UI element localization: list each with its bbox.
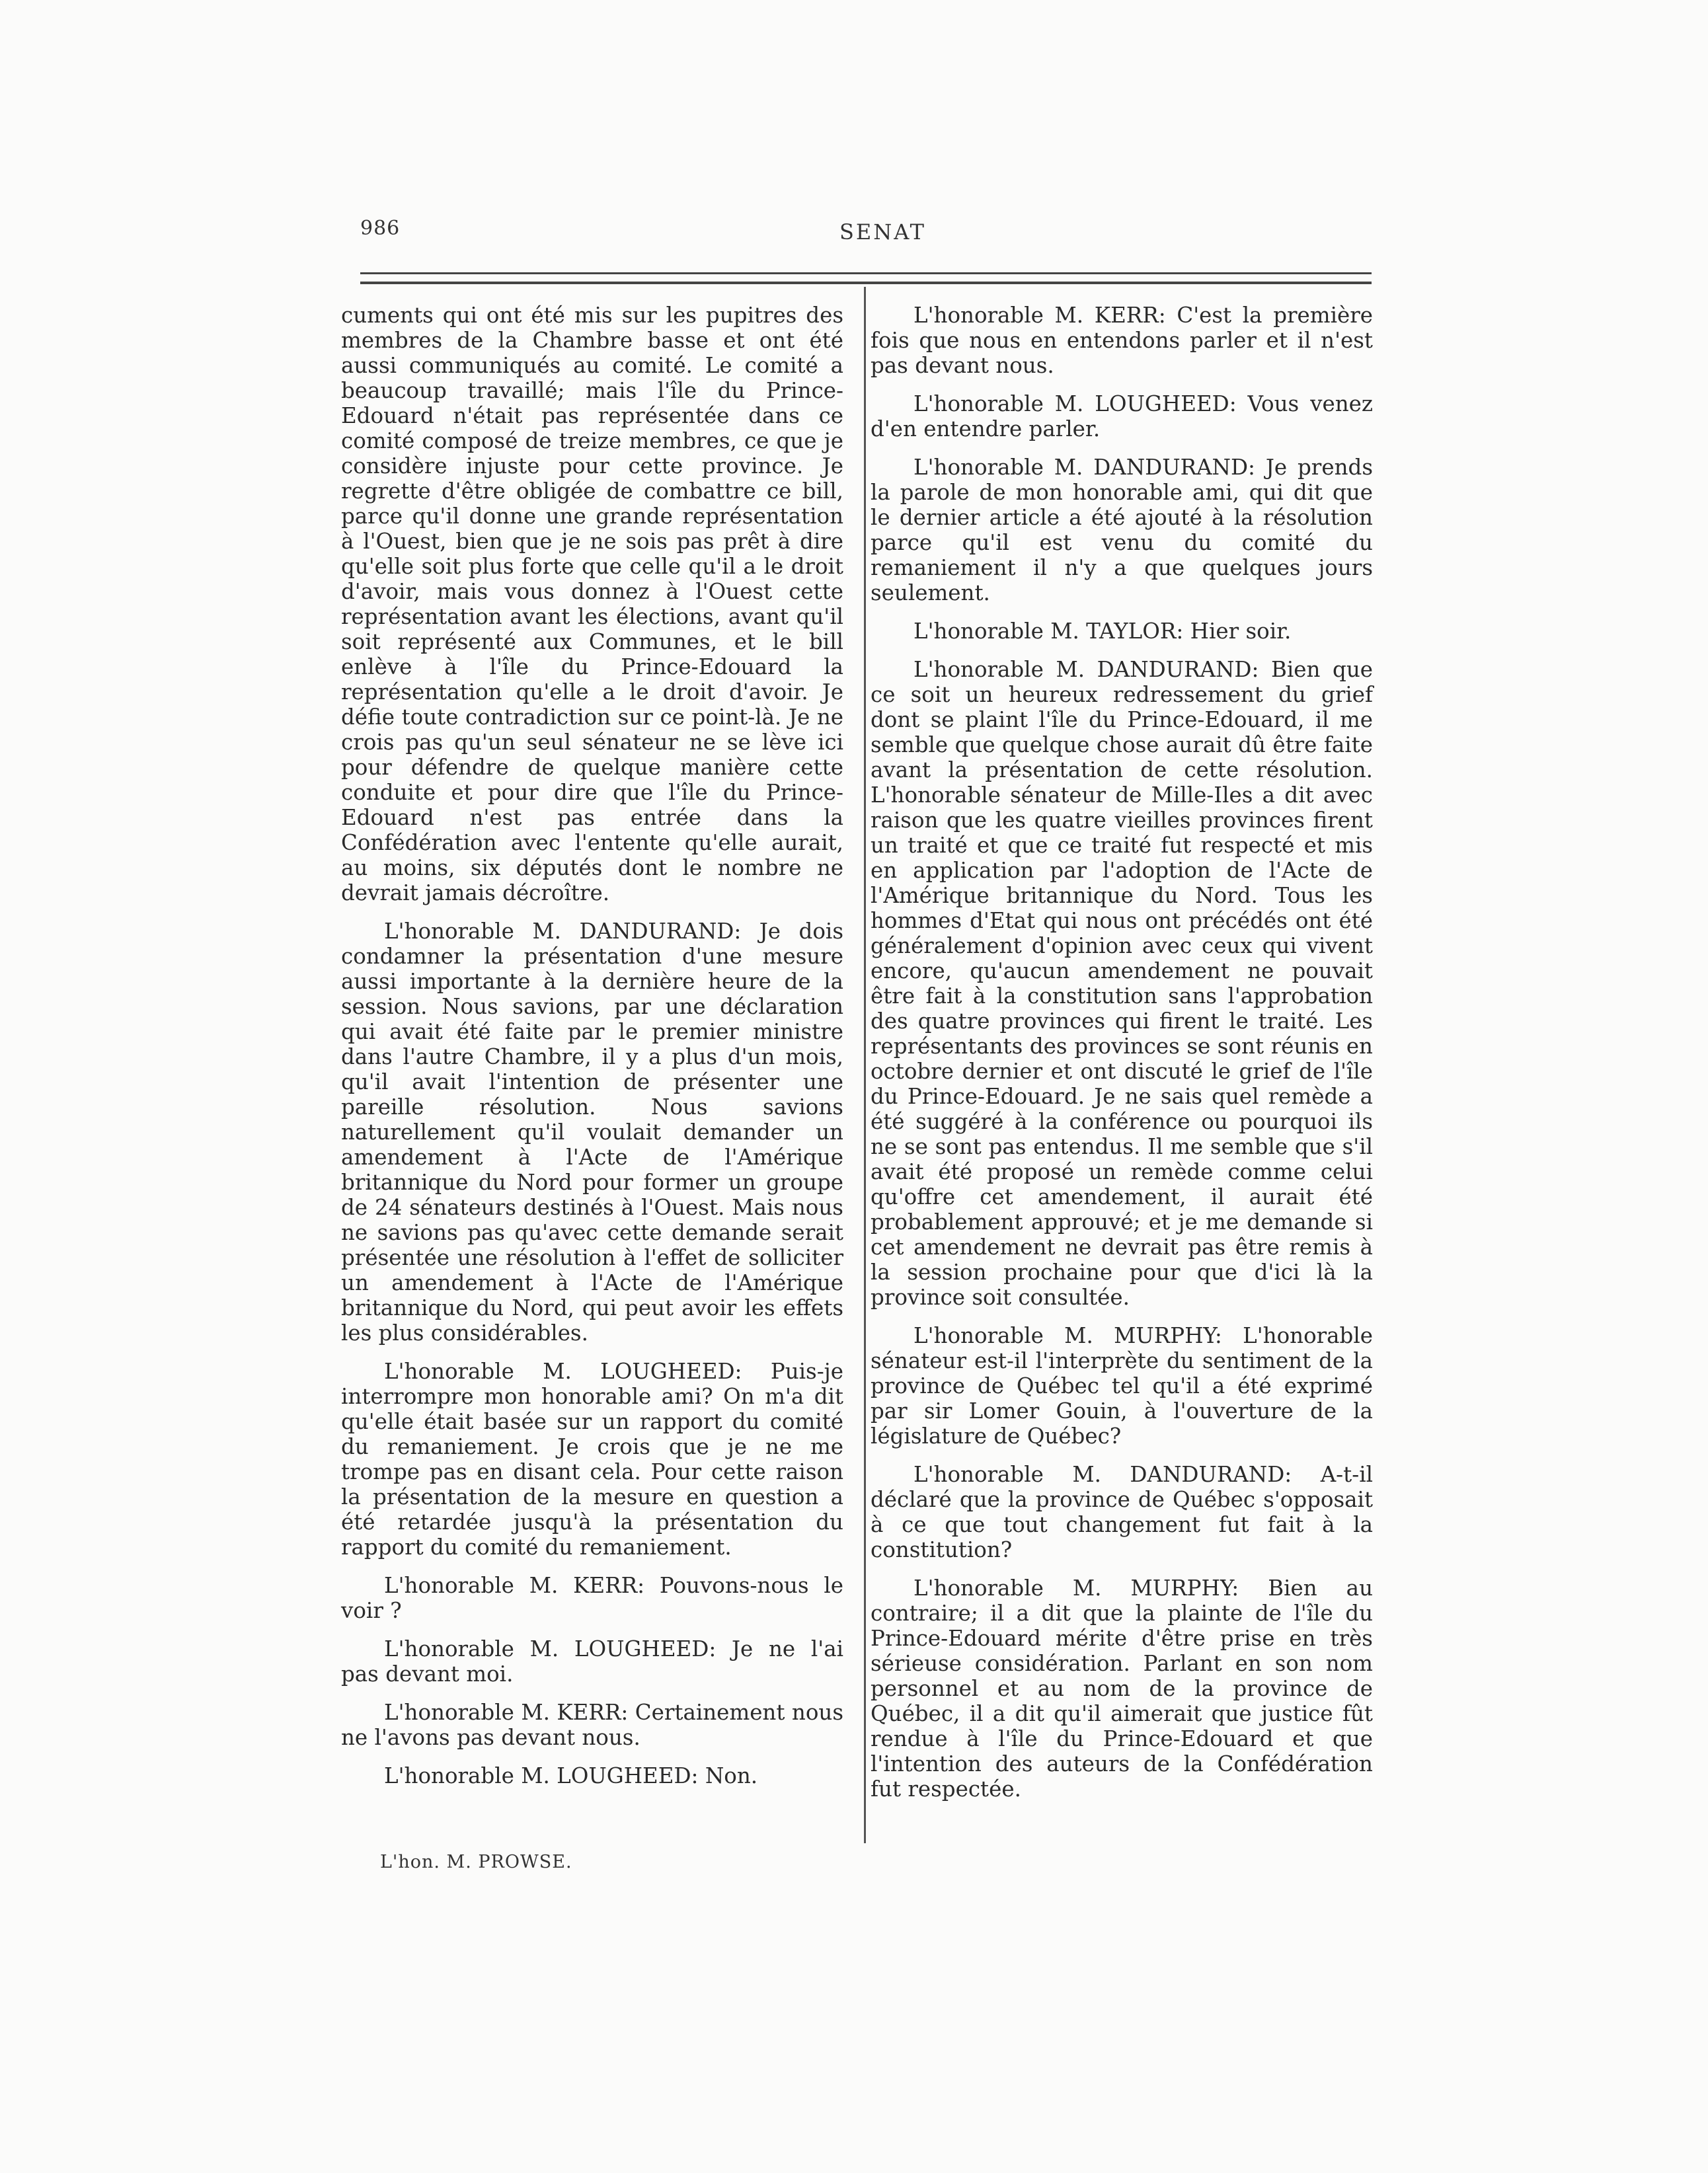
paragraph: L'honorable M. LOUGHEED: Puis-je interrompre mon honorable ami? On m'a dit qu'elle était basée sur un rapport du comité du remaniement. Je crois que je ne me trompe pas en disant cela. Pour cette raison la présentation de la mesure en question a été retardée jusqu'à la présentation du rapport du comité du remaniement. — [341, 1359, 843, 1560]
left-column — [341, 303, 843, 1788]
paragraph: L'honorable M. LOUGHEED: Je ne l'ai pas devant moi. — [341, 1636, 843, 1687]
catchword-signature: L'hon. M. PROWSE. — [380, 1852, 572, 1872]
paragraph: L'honorable M. DANDURAND: Bien que ce soit un heureux redressement du grief dont se plaint l'île du Prince-Edouard, il me semble que quelque chose aurait dû être faite avant la présentation de cette résolution. L'honorable sénateur de Mille-Iles a dit avec raison que les quatre vieilles provinces firent un traité et que ce traité fut respecté et mis en application par l'adoption de l'Acte de l'Amérique britannique du Nord. Tous les hommes d'Etat qui nous ont précédés ont été généralement d'opinion avec ceux qui vivent encore, qu'aucun amendement ne pouvait être fait à la constitution sans l'approbation des quatre provinces qui firent le traité. Les représentants des provinces se sont réunis en octobre dernier et ont discuté le grief de l'île du Prince-Edouard. Je ne sais quel remède a été suggéré à la conférence ou pourquoi ils ne se sont pas entendus. Il me semble que s'il avait été proposé un remède comme celui qu'offre cet amendement, il aurait été probablement approuvé; et je me demande si cet amendement ne devrait pas être remis à la session prochaine pour que d'ici là la province soit consultée. — [871, 657, 1373, 1310]
paragraph: L'honorable M. LOUGHEED: Vous venez d'en entendre parler. — [871, 391, 1373, 441]
paragraph: L'honorable M. KERR: Pouvons-nous le voir ? — [341, 1573, 843, 1623]
paragraph: cuments qui ont été mis sur les pupitres des membres de la Chambre basse et ont été aussi communiqués au comité. Le comité a beaucoup travaillé; mais l'île du Prince-Edouard n'était pas représentée dans ce comité composé de treize membres, ce que je considère injuste pour cette province. Je regrette d'être obligée de combattre ce bill, parce qu'il donne une grande représentation à l'Ouest, bien que je ne sois pas prêt à dire qu'elle soit plus forte que celle qu'il a le droit d'avoir, mais vous donnez à l'Ouest cette représentation avant les élections, avant qu'il soit représenté aux Communes, et le bill enlève à l'île du Prince-Edouard la représentation qu'elle a le droit d'avoir. Je défie toute contradiction sur ce point-là. Je ne crois pas qu'un seul sénateur ne se lève ici pour défendre de quelque manière cette conduite et pour dire que l'île du Prince-Edouard n'est pas entrée dans la Confédération avec l'entente qu'elle aurait, au moins, six députés dont le nombre ne devrait jamais décroître. — [341, 303, 843, 905]
header-rule-bottom — [360, 282, 1372, 284]
page-number: 986 — [360, 217, 401, 240]
paragraph: L'honorable M. KERR: C'est la première fois que nous en entendons parler et il n'est pas devant nous. — [871, 303, 1373, 378]
paragraph: L'honorable M. DANDURAND: Je prends la parole de mon honorable ami, qui dit que le dernier article a été ajouté à la résolution parce qu'il est venu du comité du remaniement il n'y a que quelques jours seulement. — [871, 455, 1373, 605]
paragraph: L'honorable M. MURPHY: L'honorable sénateur est-il l'interprète du sentiment de la province de Québec tel qu'il a été exprimé par sir Lomer Gouin, à l'ouverture de la législature de Québec? — [871, 1323, 1373, 1449]
paragraph: L'honorable M. KERR: Certainement nous ne l'avons pas devant nous. — [341, 1700, 843, 1750]
paragraph: L'honorable M. TAYLOR: Hier soir. — [913, 619, 1292, 644]
right-column — [871, 303, 1373, 1802]
paragraph: L'honorable M. MURPHY: Bien au contraire; il a dit que la plainte de l'île du Prince-Edouard mérite d'être prise en très sérieuse considération. Parlant en son nom personnel et au nom de la province de Québec, il a dit qu'il aimerait que justice fût rendue à l'île du Prince-Edouard et que l'intention des auteurs de la Confédération fut respectée. — [871, 1576, 1373, 1802]
paragraph: L'honorable M. DANDURAND: Je dois condamner la présentation d'une mesure aussi importante à la dernière heure de la session. Nous savions, par une déclaration qui avait été faite par le premier ministre dans l'autre Chambre, il y a plus d'un mois, qu'il avait l'intention de présenter une pareille résolution. Nous savions naturellement qu'il voulait demander un amendement à l'Acte de l'Amérique britannique du Nord pour former un groupe de 24 sénateurs destinés à l'Ouest. Mais nous ne savions pas qu'avec cette demande serait présentée une résolution à l'effet de solliciter un amendement à l'Acte de l'Amérique britannique du Nord, qui peut avoir les effets les plus considérables. — [341, 919, 843, 1346]
running-head: SENAT — [839, 219, 926, 245]
header-rule-top — [360, 272, 1372, 274]
paragraph: L'honorable M. LOUGHEED: Non. — [384, 1763, 758, 1788]
column-divider — [864, 287, 866, 1843]
paragraph: L'honorable M. DANDURAND: A-t-il déclaré que la province de Québec s'opposait à ce que tout changement fut fait à la constitution? — [871, 1462, 1373, 1562]
